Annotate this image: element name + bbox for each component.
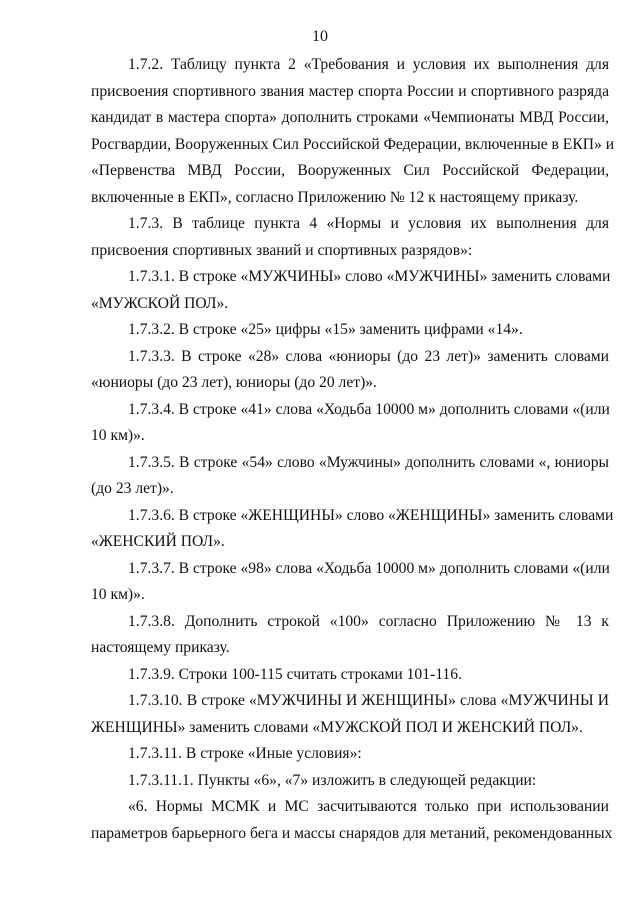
text-line: 10 км)». bbox=[91, 427, 145, 444]
text-line: присвоения спортивного звания мастер спорта России и спортивного разряда bbox=[91, 82, 609, 100]
text-line: 10 км)». bbox=[91, 586, 145, 603]
text-line: (до 23 лет)». bbox=[91, 480, 174, 497]
paragraph-p-1-7-3-1 bbox=[91, 264, 609, 317]
paragraph-p-1-7-3-2 bbox=[91, 317, 609, 344]
text-line: 1.7.3.10. В строке «МУЖЧИНЫ И ЖЕНЩИНЫ» слова «МУЖЧИНЫ И bbox=[128, 692, 609, 709]
text-line: 1.7.3.9. Строки 100-115 считать строками 101-116. bbox=[128, 665, 462, 683]
paragraph-p-1-7-3-7 bbox=[91, 556, 609, 609]
text-line: «Первенства МВД России, Вооруженных Сил Российской Федерации, bbox=[91, 162, 609, 179]
text-line: 1.7.2. Таблицу пункта 2 «Требования и условия их выполнения для bbox=[128, 56, 609, 73]
paragraph-p-1-7-3-5 bbox=[91, 450, 609, 503]
paragraph-p-1-7-3-10 bbox=[91, 688, 609, 741]
text-line: 1.7.3.7. В строке «98» слова «Ходьба 10000 м» дополнить словами «(или bbox=[128, 559, 610, 577]
text-line: ЖЕНЩИНЫ» заменить словами «МУЖСКОЙ ПОЛ И ЖЕНСКИЙ ПОЛ». bbox=[91, 718, 583, 736]
page-number: 10 bbox=[312, 28, 328, 45]
text-line: параметров барьерного бега и массы снарядов для метаний, рекомендованных bbox=[91, 824, 613, 842]
text-line: «юниоры (до 23 лет), юниоры (до 20 лет)». bbox=[91, 374, 377, 391]
paragraph-p-1-7-3 bbox=[91, 211, 609, 264]
text-line: «ЖЕНСКИЙ ПОЛ». bbox=[91, 533, 225, 550]
document-body bbox=[91, 52, 615, 847]
text-line: 1.7.3.4. В строке «41» слова «Ходьба 10000 м» дополнить словами «(или bbox=[128, 400, 610, 418]
text-line: включенные в ЕКП», согласно Приложению № 12 к настоящему приказу. bbox=[91, 188, 579, 206]
text-line: 1.7.3.6. В строке «ЖЕНЩИНЫ» слово «ЖЕНЩИНЫ» заменить словами bbox=[128, 506, 614, 524]
paragraph-p-1-7-3-11-1 bbox=[91, 768, 609, 795]
text-line: кандидат в мастера спорта» дополнить строками «Чемпионаты МВД России, bbox=[91, 109, 609, 126]
text-line: 1.7.3.1. В строке «МУЖЧИНЫ» слово «МУЖЧИНЫ» заменить словами bbox=[128, 268, 611, 285]
text-line: «6. Нормы МСМК и МС засчитываются только при использовании bbox=[128, 798, 609, 815]
text-line: «МУЖСКОЙ ПОЛ». bbox=[91, 294, 229, 312]
paragraph-p-1-7-2 bbox=[91, 52, 615, 211]
paragraph-p-1-7-3-6 bbox=[91, 503, 614, 556]
text-line: 1.7.3.8. Дополнить строкой «100» согласно Приложению № 13 к bbox=[128, 612, 609, 630]
text-line: настоящему приказу. bbox=[91, 639, 230, 656]
text-line: 1.7.3.2. В строке «25» цифры «15» заменить цифрами «14». bbox=[128, 321, 523, 338]
text-line: Росгвардии, Вооруженных Сил Российской Федерации, включенные в ЕКП» и bbox=[91, 135, 615, 153]
text-line: 1.7.3.3. В строке «28» слова «юниоры (до 23 лет)» заменить словами bbox=[128, 347, 609, 365]
paragraph-p-1-7-3-3 bbox=[91, 344, 609, 397]
paragraph-p-1-7-3-8 bbox=[91, 609, 609, 662]
paragraph-p-1-7-3-9 bbox=[91, 662, 609, 689]
text-line: присвоения спортивных званий и спортивных разрядов»: bbox=[91, 241, 473, 259]
text-line: 1.7.3.11.1. Пункты «6», «7» изложить в следующей редакции: bbox=[128, 771, 537, 789]
text-line: 1.7.3.11. В строке «Иные условия»: bbox=[128, 745, 362, 762]
paragraph-p-1-7-3-4 bbox=[91, 397, 609, 450]
paragraph-p-quote-6 bbox=[91, 794, 613, 847]
text-line: 1.7.3. В таблице пункта 4 «Нормы и условия их выполнения для bbox=[128, 215, 609, 232]
paragraph-p-1-7-3-11 bbox=[91, 741, 609, 768]
text-line: 1.7.3.5. В строке «54» слово «Мужчины» дополнить словами «, юниоры bbox=[128, 453, 609, 471]
